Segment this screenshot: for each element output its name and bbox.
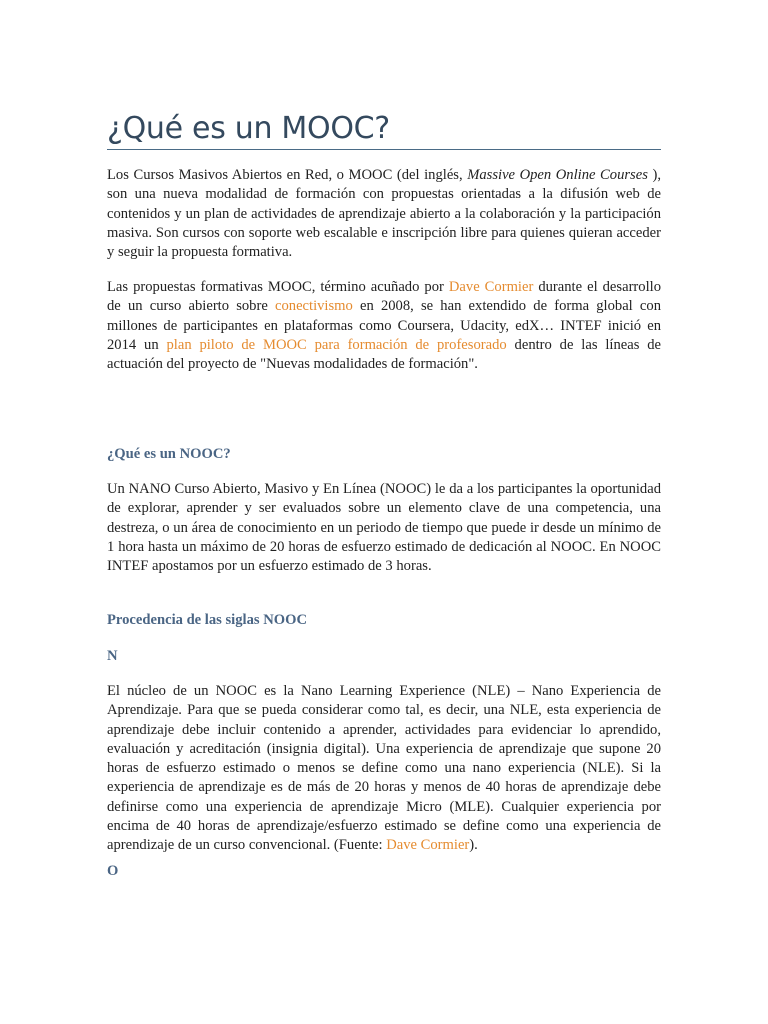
nooc-heading: ¿Qué es un NOOC? [107,446,231,462]
dave-cormier-link[interactable]: Dave Cormier [448,279,534,295]
letter-o-heading: O [107,863,119,879]
p2-text-a: Las propuestas formativas MOOC, término acuñado por [107,279,449,295]
p4-text-b: ). [469,837,478,854]
nooc-acronym-heading: Procedencia de las siglas NOOC [107,612,307,628]
dave-cormier-source-link[interactable]: Dave Cormier [386,837,470,854]
mooc-history-paragraph [107,278,661,374]
plan-piloto-link[interactable]: plan piloto de MOOC para formación de profesorado [166,336,507,353]
nooc-definition-paragraph: Un NANO Curso Abierto, Masivo y En Línea (NOOC) le da a los participantes la oportunidad de explorar, aprender y ser evaluados sobre un elemento clave de una competencia, una destreza, o un área de conocimiento en un periodo de tiempo que puede ir desde un mínimo de 1 hora hasta un máximo de 20 horas de esfuerzo estimado de dedicación al NOOC. En NOOC INTEF apostamos por un esfuerzo estimado de 3 horas. [107,481,661,575]
nano-learning-paragraph [107,682,661,856]
p2-text-c: en 2008, se han extendido de forma global con millones de participantes en plataformas como Coursera, Udacity, edX… INTEF inició en 2014 un [107,298,661,353]
p2-text-d: dentro de las líneas de actuación del proyecto de "Nuevas modalidades de formación". [107,336,662,373]
p4-text-a: El núcleo de un NOOC es la Nano Learning Experience (NLE) – Nano Experiencia de Aprendizaje. Para que se pueda considerar como tal, es decir, una NLE, esta experiencia de aprendizaje debe incluir contenido a aprender, actividades para evidenciar lo aprendido, evaluación y acreditación (insignia digital). Una experiencia de aprendizaje que supone 20 horas de esfuerzo estimado o menos se define como una nano experiencia (NLE). Si la experiencia de aprendizaje es de más de 20 horas y menos de 40 horas de aprendizaje debe definirse como una experiencia de aprendizaje Micro (MLE). Cualquier experiencia por encima de 40 horas de aprendizaje/esfuerzo estimado se define como una experiencia de aprendizaje de un curso convencional. (Fuente: [107,683,661,854]
p1-text-a: Los Cursos Masivos Abiertos en Red, o MOOC (del inglés, [107,167,468,183]
letter-n-heading: N [107,648,118,664]
p1-emphasis: Massive Open Online Courses [467,167,648,183]
mooc-definition-paragraph [107,166,661,262]
page-title: ¿Qué es un MOOC? [107,111,390,146]
conectivismo-link[interactable]: conectivismo [275,298,353,315]
p1-text-b: ), son una nueva modalidad de formación con propuestas orientadas a la difusión web de contenidos y un plan de actividades de aprendizaje abierto a la colaboración y la participación masiva. Son cursos con soporte web escalable e inscripción libre para quienes quieran acceder y seguir la propuesta formativa. [107,167,661,261]
p2-text-b: durante el desarrollo de un curso abierto sobre [107,279,661,315]
title-underline [107,149,661,150]
